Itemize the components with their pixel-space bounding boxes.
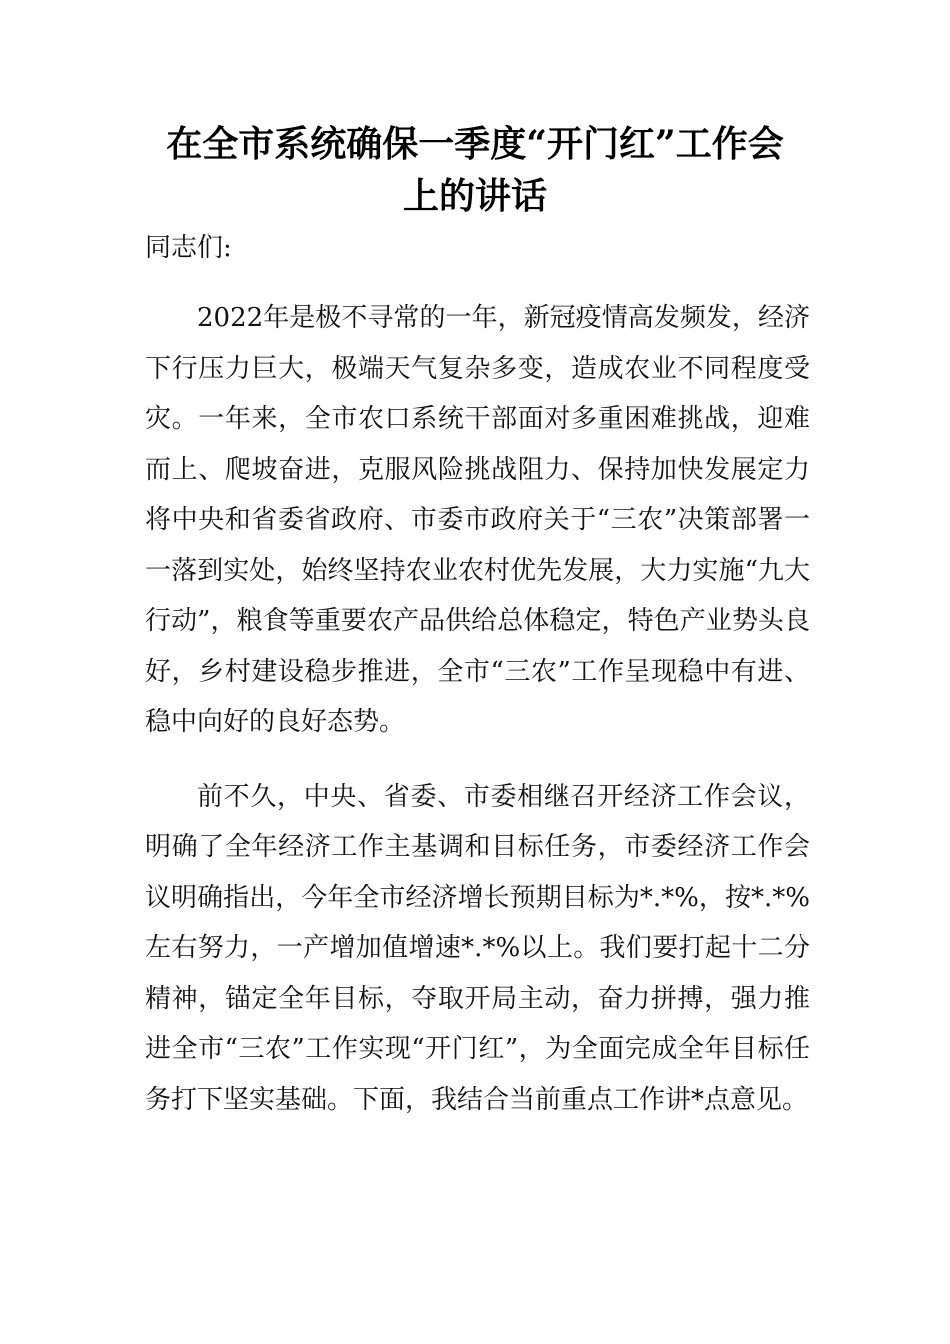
title-line-1: 在全市系统确保一季度“开门红”工作会 (166, 123, 784, 165)
document-body (145, 227, 810, 1149)
salutation: 同志们: (145, 233, 232, 263)
paragraph-1: 2022年是极不寻常的一年，新冠疫情高发频发，经济下行压力巨大，极端天气复杂多变，造成农业不同程度受灾。一年来，全市农口系统干部面对多重困难挑战，迎难而上、爬坡奋进，克服风险挑战阻力、保持加快发展定力将中央和省委省政府、市委市政府关于“三农”决策部署一一落到实处，始终坚持农业农村优先发展，大力实施“九大行动”，粮食等重要农产品供给总体稳定，特色产业势头良好，乡村建设稳步推进，全市“三农”工作呈现稳中有进、稳中向好的良好态势。 (145, 303, 810, 737)
title-line-2: 上的讲话 (402, 175, 547, 217)
document-title (0, 118, 950, 222)
paragraph-2: 前不久，中央、省委、市委相继召开经济工作会议，明确了全年经济工作主基调和目标任务，市委经济工作会议明确指出，今年全市经济增长预期目标为*.*%，按*.*%左右努力，一产增加值增速*.*%以上。我们要打起十二分精神，锚定全年目标，夺取开局主动，奋力拼搏，强力推进全市“三农”工作实现“开门红”，为全面完成全年目标任务打下坚实基础。下面，我结合当前重点工作讲*点意见。 (145, 781, 810, 1115)
